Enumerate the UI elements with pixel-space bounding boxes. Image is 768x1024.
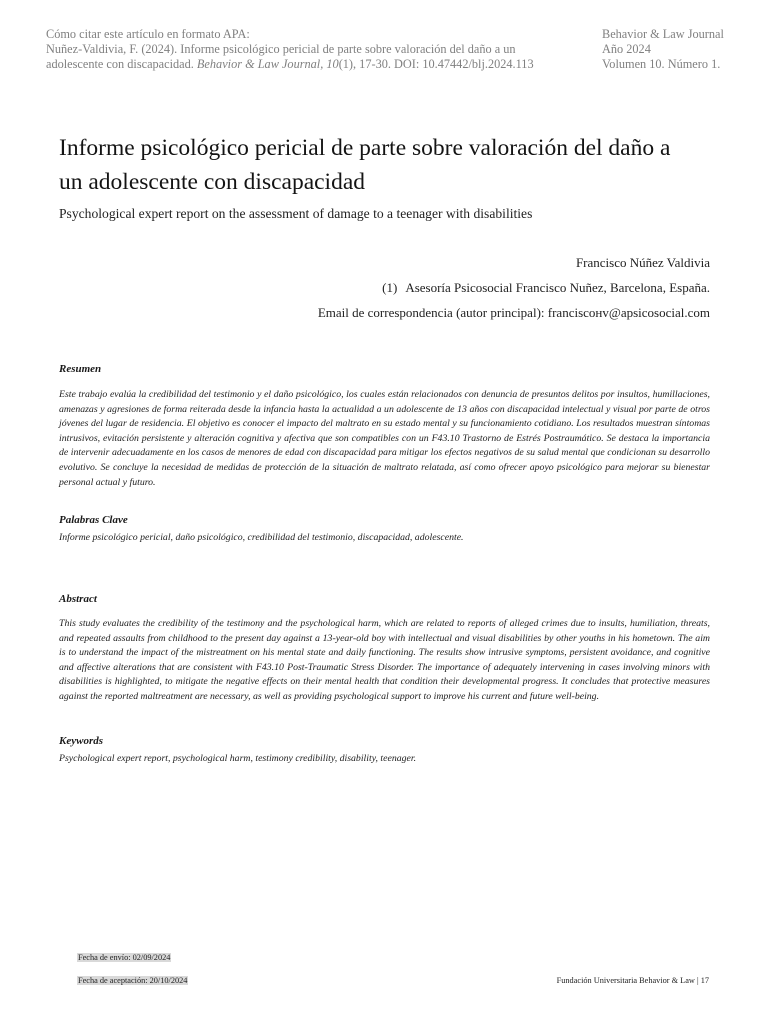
citation-journal: Behavior & Law Journal, 10 <box>196 57 339 71</box>
journal-info <box>602 27 752 72</box>
citation-line-1: Nuñez-Valdivia, F. (2024). Informe psicológico pericial de parte sobre valoración del daño a un <box>46 42 516 56</box>
journal-volume: Volumen 10. Número 1. <box>602 57 721 71</box>
resumen-heading: Resumen <box>59 363 102 375</box>
citation-label: Cómo citar este artículo en formato APA: <box>46 27 250 41</box>
author-email: Email de correspondencia (autor principal): franciscонv@apsicosocial.com <box>317 305 710 320</box>
keywords-heading: Keywords <box>59 735 103 747</box>
resumen-body: Este trabajo evalúa la credibilidad del testimonio y el daño psicológico, los cuales están relacionados con denuncia de presuntos delitos por insultos, humillaciones, amenazas y agresiones de forma reiterada desde la infancia hasta la actualidad a un adolescente de 13 años con discapacidad intelectual y visual por parte de otros jóvenes del lugar de residencia. El objetivo es conocer el impacto del maltrato en su estado mental y su funcionamiento cotidiano. Los resultados muestran síntomas intrusivos, evitación persistente y alteración cognitiva y afectiva que son compatibles con un F43.10 Trastorno de Estrés Postraumático. Se destaca la importancia de intervenir adecuadamente en los casos de menores de edad con discapacidad para mitigar los efectos negativos de su salud mental que condicionan su desarrollo evolutivo. Se concluye la necesidad de medidas de protección de la situación de maltrato relatada, así como ofrecer apoyo psicológico para mejorar su bienestar personal actual y futuro. <box>59 389 710 488</box>
article-title-line-2: un adolescente con discapacidad <box>59 169 366 195</box>
affiliation-text: Asesoría Psicosocial Francisco Nuñez, Barcelona, España. <box>405 280 710 295</box>
journal-name: Behavior & Law Journal <box>602 27 724 41</box>
palabras-clave-body: Informe psicológico pericial, daño psicológico, credibilidad del testimonio, discapacidad, adolescente. <box>59 532 464 543</box>
footer-publisher: Fundación Universitaria Behavior & Law | 17 <box>556 976 709 985</box>
author-block <box>210 254 710 329</box>
citation-line-2-b: (1), 17-30. DOI: 10.47442/blj.2024.113 <box>338 57 534 71</box>
affiliation-number: (1) <box>382 280 398 295</box>
submission-date: Fecha de envío: 02/09/2024 <box>78 953 171 962</box>
author-name: Francisco Núñez Valdivia <box>575 255 710 270</box>
keywords-body: Psychological expert report, psychological harm, testimony credibility, disability, teenager. <box>59 753 417 764</box>
abstract-heading: Abstract <box>59 593 97 605</box>
abstract-body: This study evaluates the credibility of the testimony and the psychological harm, which are related to reports of alleged crimes due to insults, humiliation, threats, and repeated assaults from childhood to the present day against a 13-year-old boy with intellectual and visual disabilities by other youths in his hometown. The aim is to understand the impact of the mistreatment on his mental state and daily functioning. The results show intrusive symptoms, persistent avoidance, and cognitive and affective alterations that are consistent with F43.10 Post-Traumatic Stress Disorder. The importance of adequately intervening in cases involving minors with disabilities is highlighted, to mitigate the negative effects on their mental health that condition their developmental progress. It concludes that protective measures against the reported maltreatment are necessary, as well as providing psychological support to improve his current and future well-being. <box>59 618 710 702</box>
citation-line-2-a: adolescente con discapacidad. <box>46 57 197 71</box>
acceptance-date: Fecha de aceptación: 20/10/2024 <box>78 976 188 985</box>
article-title <box>59 131 719 199</box>
palabras-clave-heading: Palabras Clave <box>59 514 128 526</box>
article-title-line-1: Informe psicológico pericial de parte sobre valoración del daño a <box>59 135 671 161</box>
journal-year: Año 2024 <box>602 42 651 56</box>
author-affiliation <box>210 279 710 304</box>
article-subtitle: Psychological expert report on the assessment of damage to a teenager with disabilities <box>59 206 533 221</box>
citation-block <box>46 27 586 72</box>
citation-line-2 <box>46 57 586 72</box>
